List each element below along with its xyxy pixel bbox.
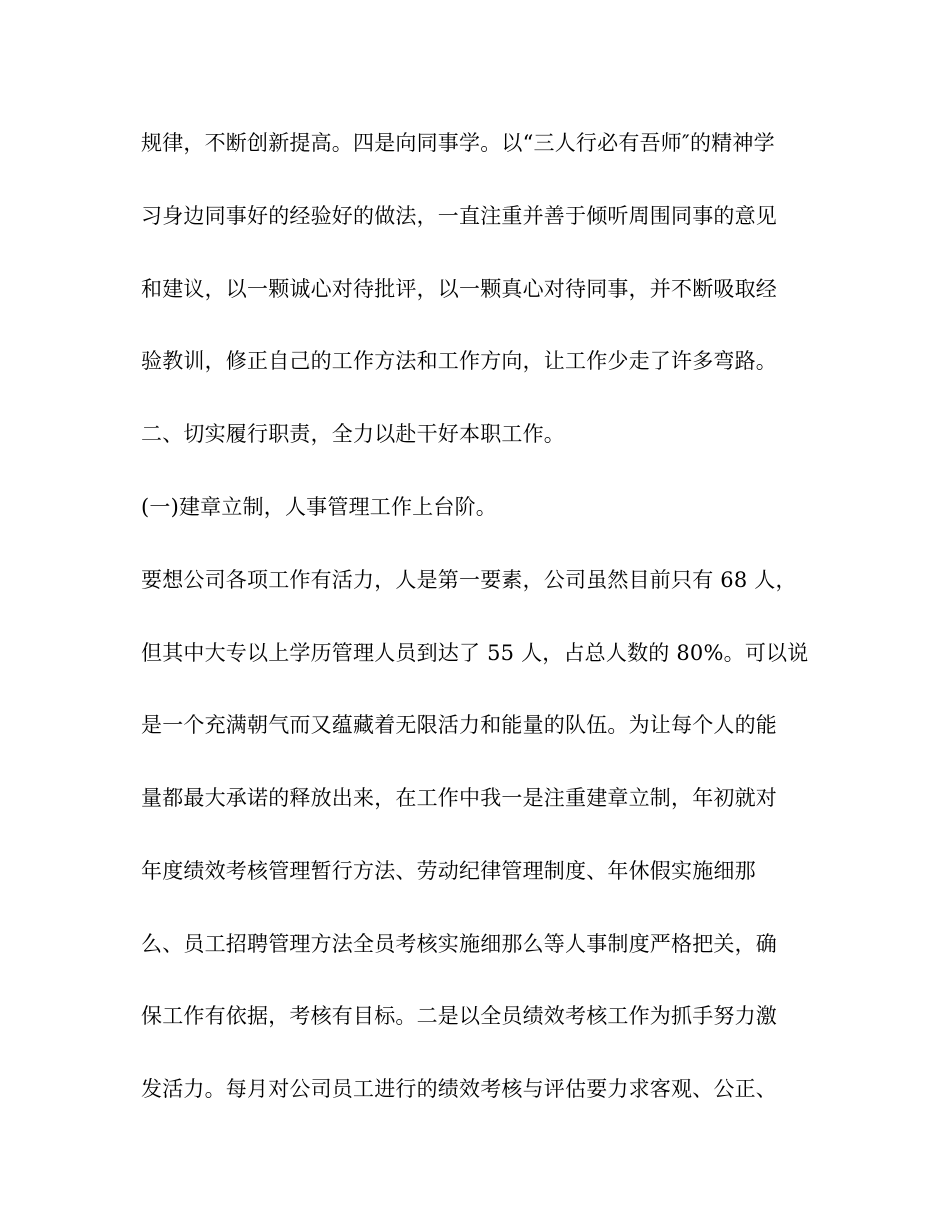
text-line: 验教训，修正自己的工作方法和工作方向，让工作少走了许多弯路。 xyxy=(141,349,777,373)
text-line: 年度绩效考核管理暂行方法、劳动纪律管理制度、年休假实施细那 xyxy=(141,859,756,883)
section-heading: 二、切实履行职责，全力以赴干好本职工作。 xyxy=(141,422,565,446)
subsection-heading: (一)建章立制，人事管理工作上台阶。 xyxy=(141,495,497,519)
text-line: 么、员工招聘管理方法全员考核实施细那么等人事制度严格把关，确 xyxy=(141,932,777,956)
text-line: 发活力。每月对公司员工进行的绩效考核与评估要力求客观、公正、 xyxy=(141,1077,777,1101)
text-line: 是一个充满朝气而又蕴藏着无限活力和能量的队伍。为让每个人的能 xyxy=(141,713,777,737)
text-line: 保工作有依据，考核有目标。二是以全员绩效考核工作为抓手努力激 xyxy=(141,1004,777,1028)
text-line: 规律，不断创新提高。四是向同事学。以“三人行必有吾师″的精神学 xyxy=(141,131,775,155)
text-line: 和建议，以一颗诚心对待批评，以一颗真心对待同事，并不断吸取经 xyxy=(141,277,777,301)
text-line: 要想公司各项工作有活力，人是第一要素，公司虽然目前只有 68 人， xyxy=(141,568,797,592)
text-line: 习身边同事好的经验好的做法，一直注重并善于倾听周围同事的意见 xyxy=(141,204,777,228)
text-line: 量都最大承诺的释放出来，在工作中我一是注重建章立制，年初就对 xyxy=(141,786,777,810)
text-line: 但其中大专以上学历管理人员到达了 55 人，占总人数的 80%。可以说 xyxy=(141,641,809,665)
